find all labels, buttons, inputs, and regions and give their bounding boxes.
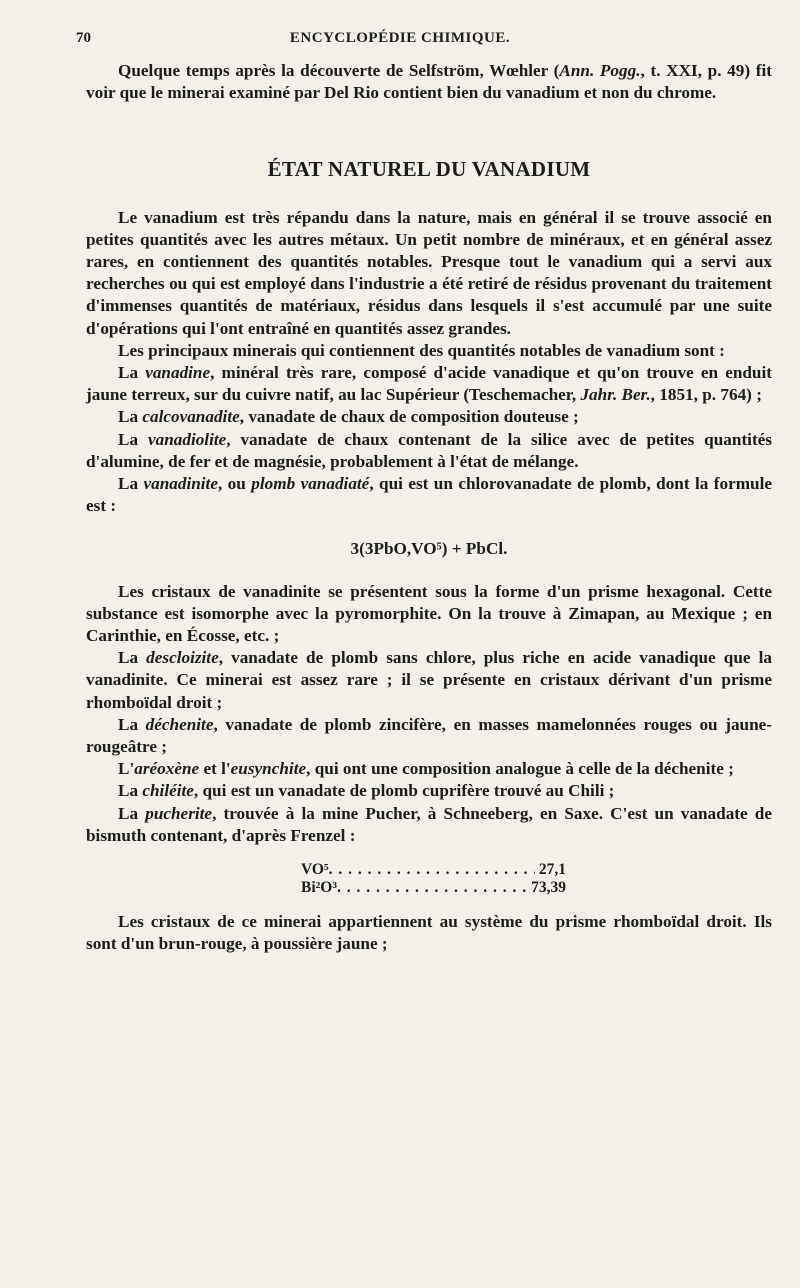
intro-text: Quelque temps après la découverte de Selfström, Wœhler ( [118, 61, 560, 80]
mineral-name: pucherite [145, 803, 213, 823]
mineral-name: vanadine [145, 363, 211, 383]
paragraph-overview: Le vanadium est très répandu dans la nature, mais en général il se trouve associé en petites quantités avec les autres métaux. Un petit nombre de minéraux, et en général assez rares, en contiennent des quantités notables. Presque tout le vanadium qui a servi aux recherches ou qui est employé dans l'industrie a été retiré de résidus provenant du traitement d'immenses quantités de matériaux, résidus dans lesquels il s'est accumulé par une suite d'opérations qui l'ont entraîné en quantités assez grandes. [86, 207, 772, 338]
mineral-name: vanadiolite [147, 429, 227, 449]
intro-text-cont: , t. XXI, p. 49) fit voir que le minerai examiné par Del Rio contient bien du vanadium et non du chrome. [86, 61, 772, 103]
paragraph-vanadinite [86, 473, 772, 517]
mineral-name: descloizite [146, 648, 219, 668]
paragraph-vanadinite-crystals: Les cristaux de vanadinite se présentent sous la forme d'un prisme hexagonal. Cette substance est isomorphe avec la pyromorphite. On la trouve à Zimapan, au Mexique ; en Carinthie, en Écosse, etc. ; [86, 581, 772, 646]
mineral-name-alt: eusynchite [230, 759, 307, 779]
section-heading: ÉTAT NATUREL DU VANADIUM [267, 157, 591, 182]
paragraph-calcovanadite [86, 406, 772, 428]
mineral-description-cont: , 1851, p. 764) ; [650, 385, 762, 405]
article: La [118, 363, 146, 383]
citation-ann-pogg: Ann. Pogg. [559, 61, 641, 80]
mineral-description: , qui est un chlorovanadate de plomb, dont la formule est : [86, 474, 773, 516]
mineral-description: , vanadate de plomb sans chlore, plus riche en acide vanadique que la vanadinite. Ce minerai est assez rare ; il se présente en cristaux dérivant d'un prisme rhomboïdal droit ; [86, 648, 772, 712]
running-head [0, 30, 800, 54]
mineral-description: , qui est un vanadate de plomb cuprifère trouvé au Chili ; [193, 781, 615, 801]
dot-leader [337, 879, 527, 897]
article: La [118, 429, 148, 449]
article: La [118, 407, 143, 427]
paragraph-descloizite [86, 647, 772, 714]
mineral-name: vanadinite [143, 474, 218, 494]
analysis-oxide: VO⁵ [301, 861, 329, 879]
article: L' [118, 759, 135, 779]
mineral-description: , minéral très rare, composé d'acide vanadique et qu'on trouve en enduit jaune terreux, sur du cuivre natif, au lac Supérieur (Teschemacher, [86, 363, 772, 405]
chemical-formula: 3(3PbO,VO⁵) + PbCl. [350, 539, 508, 559]
connector: et l' [199, 759, 231, 779]
paragraph-pucherite-crystals: Les cristaux de ce minerai appartiennent au système du prisme rhomboïdal droit. Ils sont d'un brun-rouge, à poussière jaune ; [86, 912, 772, 954]
paragraph-chileite [86, 780, 772, 802]
paragraph-areoxene [86, 758, 772, 780]
paragraph-vanadiolite [86, 429, 772, 473]
mineral-name: aréoxène [134, 759, 200, 779]
analysis-row [301, 879, 566, 897]
mineral-description: , vanadate de plomb zincifère, en masses mamelonnées rouges ou jaune-rougeâtre ; [86, 714, 773, 757]
citation-jahr-ber: Jahr. Ber. [580, 385, 651, 405]
connector: , ou [217, 474, 252, 494]
analysis-value: 73,39 [531, 879, 566, 897]
article: La [118, 714, 146, 734]
paragraph-pucherite [86, 803, 772, 847]
running-title: ENCYCLOPÉDIE CHIMIQUE. [289, 30, 511, 46]
mineral-description: , qui ont une composition analogue à celle de la déchenite ; [306, 759, 734, 779]
analysis-table [301, 861, 566, 897]
mineral-description: , vanadate de chaux contenant de la silice avec de petites quantités d'alumine, de fer et de magnésie, probablement à l'état de mélange. [86, 429, 772, 471]
page-number: 70 [76, 30, 91, 46]
mineral-name: calcovanadite [142, 407, 240, 427]
article: La [118, 648, 147, 668]
mineral-description: , vanadate de chaux de composition douteuse ; [239, 407, 579, 427]
paragraph-minerals-intro: Les principaux minerais qui contiennent des quantités notables de vanadium sont : [118, 340, 725, 360]
mineral-description: , trouvée à la mine Pucher, à Schneeberg, en Saxe. C'est un vanadate de bismuth contenant, d'après Frenzel : [86, 803, 772, 845]
article: La [118, 803, 146, 823]
paragraph-vanadine [86, 362, 772, 406]
dot-leader [329, 861, 535, 879]
mineral-name-alt: plomb vanadiaté [251, 474, 370, 494]
body-text [86, 60, 772, 956]
article: La [118, 474, 144, 494]
analysis-value: 27,1 [538, 861, 566, 879]
article: La [118, 781, 143, 801]
intro-paragraph [86, 60, 772, 104]
paragraph-dechenite [86, 714, 772, 758]
analysis-row [301, 861, 566, 879]
mineral-name: déchenite [145, 714, 214, 734]
mineral-name: chiléite [142, 781, 194, 801]
analysis-oxide: Bi²O³ [301, 879, 337, 897]
